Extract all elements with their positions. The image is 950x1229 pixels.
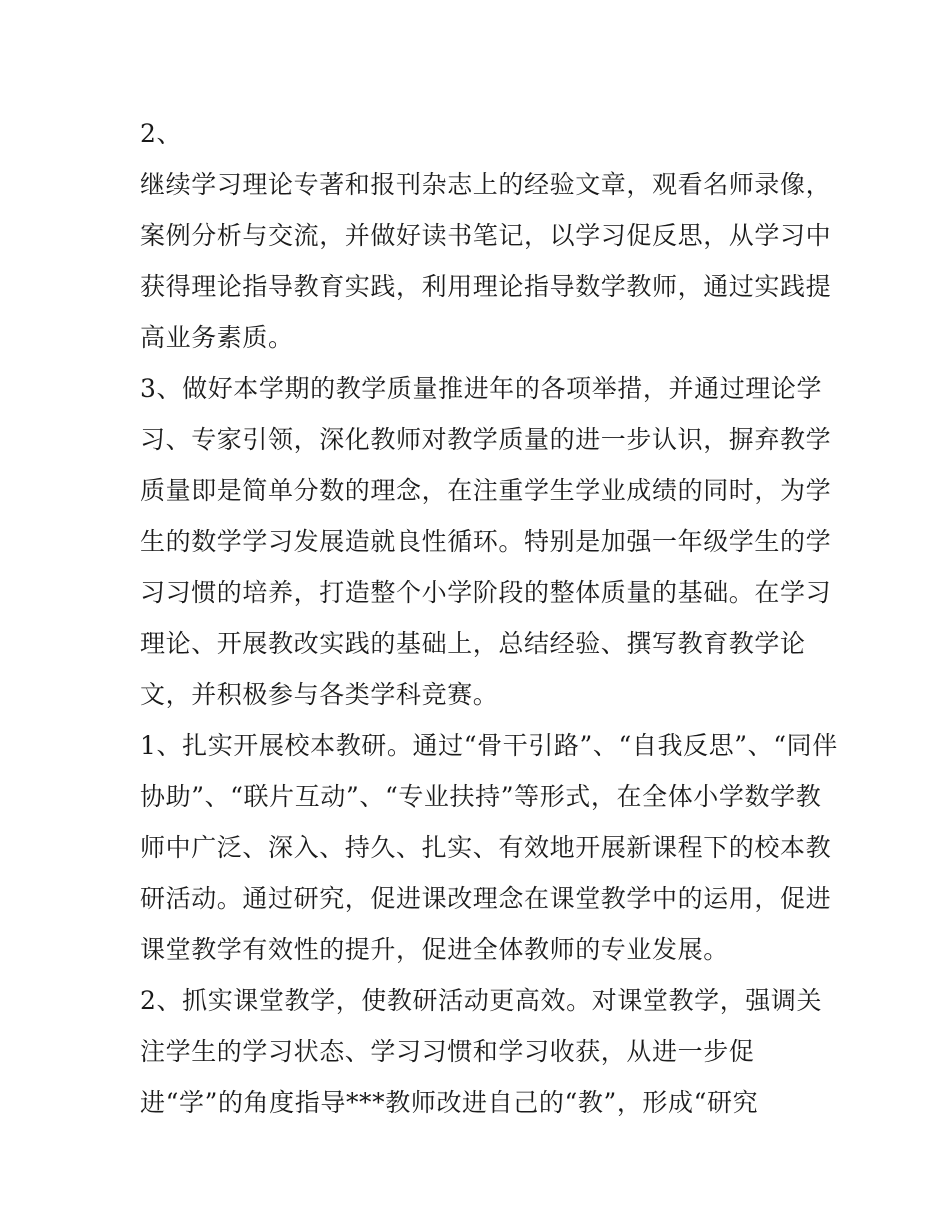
text-line: 2、 [140, 119, 183, 148]
text-line: 进“学”的角度指导***教师改进自己的“教”，形成“研究 [140, 1088, 759, 1117]
text-line: 理论、开展教改实践的基础上，总结经验、撰写教育教学论 [140, 629, 806, 658]
text-line: 习、专家引领，深化教师对教学质量的进一步认识，摒弃教学 [140, 425, 832, 454]
text-line: 继续学习理论专著和报刊杂志上的经验文章，观看名师录像， [140, 170, 832, 199]
text-line: 质量即是简单分数的理念，在注重学生学业成绩的同时，为学 [140, 476, 832, 505]
text-line: 2、抓实课堂教学，使教研活动更高效。对课堂教学，强调关 [140, 986, 823, 1015]
text-line: 1、扎实开展校本教研。通过“骨干引路”、“自我反思”、“同伴 [140, 731, 838, 760]
text-line: 习习惯的培养，打造整个小学阶段的整体质量的基础。在学习 [140, 578, 832, 607]
text-line: 文，并积极参与各类学科竞赛。 [140, 680, 499, 709]
text-line: 注学生的学习状态、学习习惯和学习收获，从进一步促 [140, 1037, 755, 1066]
text-line: 高业务素质。 [140, 323, 294, 352]
text-line: 协助”、“联片互动”、“专业扶持”等形式，在全体小学数学教 [140, 782, 822, 811]
text-line: 案例分析与交流，并做好读书笔记，以学习促反思，从学习中 [140, 221, 832, 250]
text-line: 3、做好本学期的教学质量推进年的各项举措，并通过理论学 [140, 374, 823, 403]
text-line: 课堂教学有效性的提升，促进全体教师的专业发展。 [140, 935, 729, 964]
text-line: 研活动。通过研究，促进课改理念在课堂教学中的运用，促进 [140, 884, 832, 913]
text-line: 生的数学学习发展造就良性循环。特别是加强一年级学生的学 [140, 527, 832, 556]
text-line: 师中广泛、深入、持久、扎实、有效地开展新课程下的校本教 [140, 833, 832, 862]
document-body [140, 108, 838, 1128]
text-line: 获得理论指导教育实践，利用理论指导数学教师，通过实践提 [140, 272, 832, 301]
